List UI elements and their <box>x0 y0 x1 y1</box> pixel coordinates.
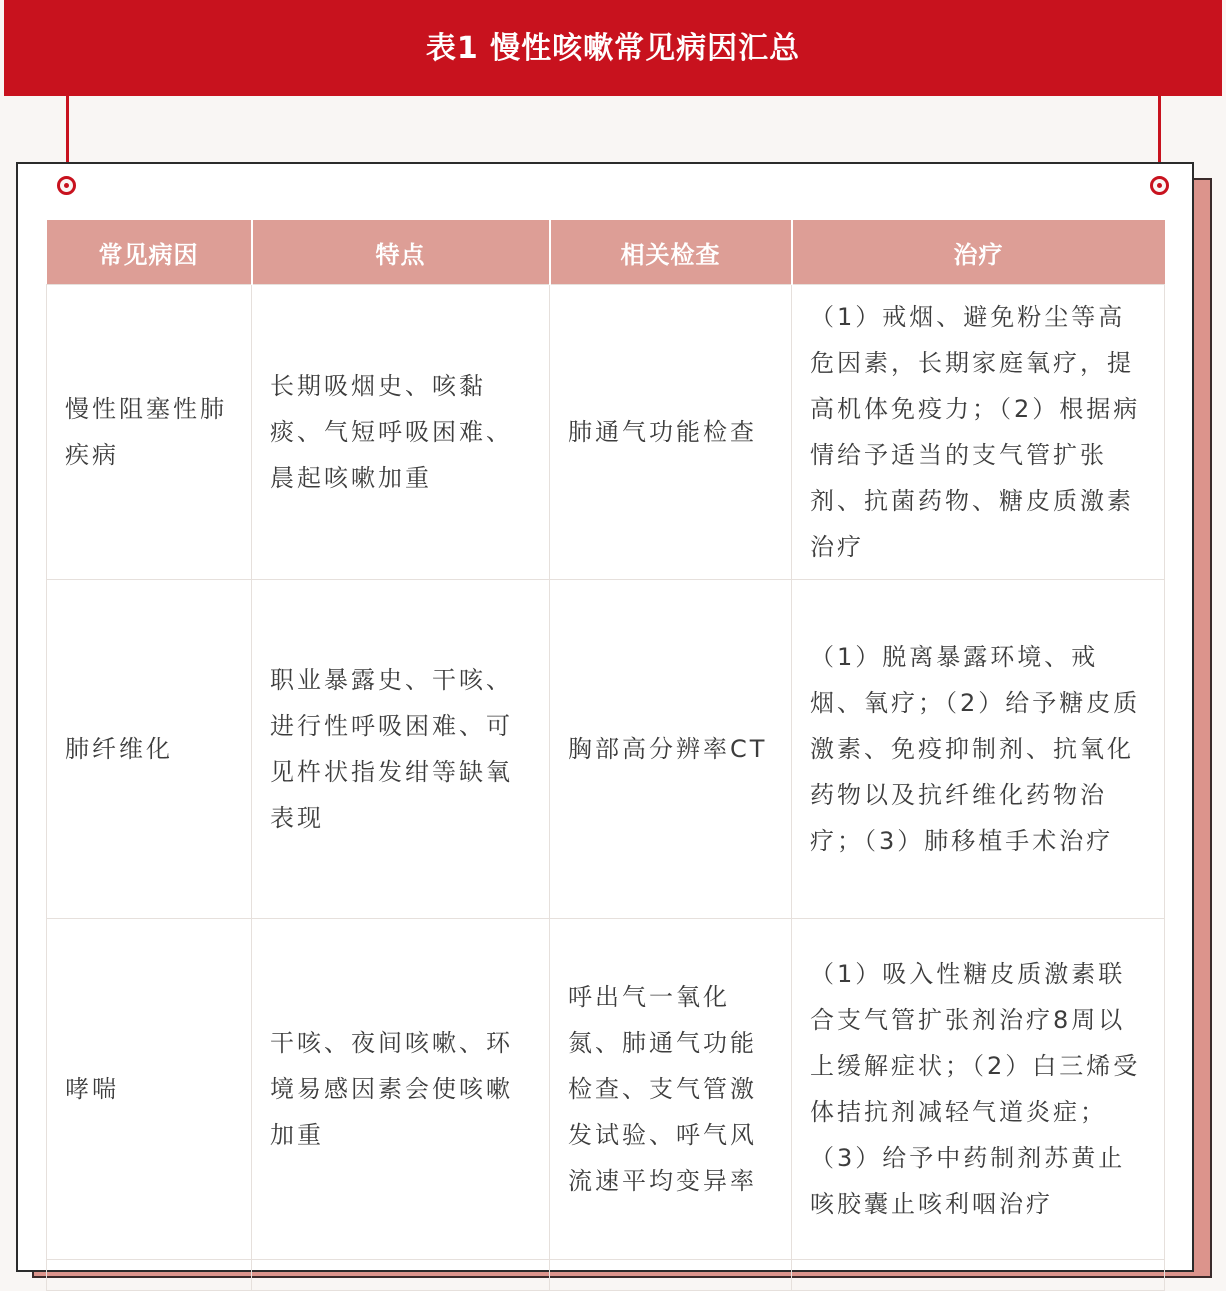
table-header-row <box>47 220 1165 285</box>
cell-tests: 胸部高分辨率CT <box>550 580 792 919</box>
header-treatment: 治疗 <box>792 220 1165 285</box>
table-row-partial <box>47 1260 1165 1291</box>
header-features: 特点 <box>252 220 550 285</box>
table-row <box>47 580 1165 919</box>
table-card <box>16 162 1194 1272</box>
header-tests: 相关检查 <box>550 220 792 285</box>
cell-treatment: （1）脱离暴露环境、戒烟、氧疗；（2）给予糖皮质激素、免疫抑制剂、抗氧化药物以及抗纤维化药物治疗；（3）肺移植手术治疗 <box>792 580 1165 919</box>
cell-features: 干咳、夜间咳嗽、环境易感因素会使咳嗽加重 <box>252 919 550 1260</box>
right-hanger-line <box>1158 96 1161 172</box>
right-pin-icon <box>1150 176 1169 195</box>
cell-cause: 肺纤维化 <box>47 580 252 919</box>
left-hanger-line <box>66 96 69 172</box>
cell-treatment: （1）吸入性糖皮质激素联合支气管扩张剂治疗8周以上缓解症状；（2）白三烯受体拮抗剂减轻气道炎症；（3）给予中药制剂苏黄止咳胶囊止咳利咽治疗 <box>792 919 1165 1260</box>
cell-empty <box>792 1260 1165 1291</box>
cell-tests: 呼出气一氧化氮、肺通气功能检查、支气管激发试验、呼气风流速平均变异率 <box>550 919 792 1260</box>
cell-features: 长期吸烟史、咳黏痰、气短呼吸困难、晨起咳嗽加重 <box>252 285 550 580</box>
cell-cause: 哮喘 <box>47 919 252 1260</box>
cell-cause: 慢性阻塞性肺疾病 <box>47 285 252 580</box>
table-row <box>47 285 1165 580</box>
table-row <box>47 919 1165 1260</box>
causes-table <box>46 220 1165 1291</box>
cell-empty <box>550 1260 792 1291</box>
cell-treatment: （1）戒烟、避免粉尘等高危因素，长期家庭氧疗，提高机体免疫力；（2）根据病情给予适当的支气管扩张剂、抗菌药物、糖皮质激素治疗 <box>792 285 1165 580</box>
table-title: 表1 慢性咳嗽常见病因汇总 <box>425 31 801 66</box>
cell-empty <box>47 1260 252 1291</box>
cell-empty <box>252 1260 550 1291</box>
cell-features: 职业暴露史、干咳、进行性呼吸困难、可见杵状指发绀等缺氧表现 <box>252 580 550 919</box>
title-banner <box>4 0 1222 96</box>
left-pin-icon <box>57 176 76 195</box>
cell-tests: 肺通气功能检查 <box>550 285 792 580</box>
header-cause: 常见病因 <box>47 220 252 285</box>
